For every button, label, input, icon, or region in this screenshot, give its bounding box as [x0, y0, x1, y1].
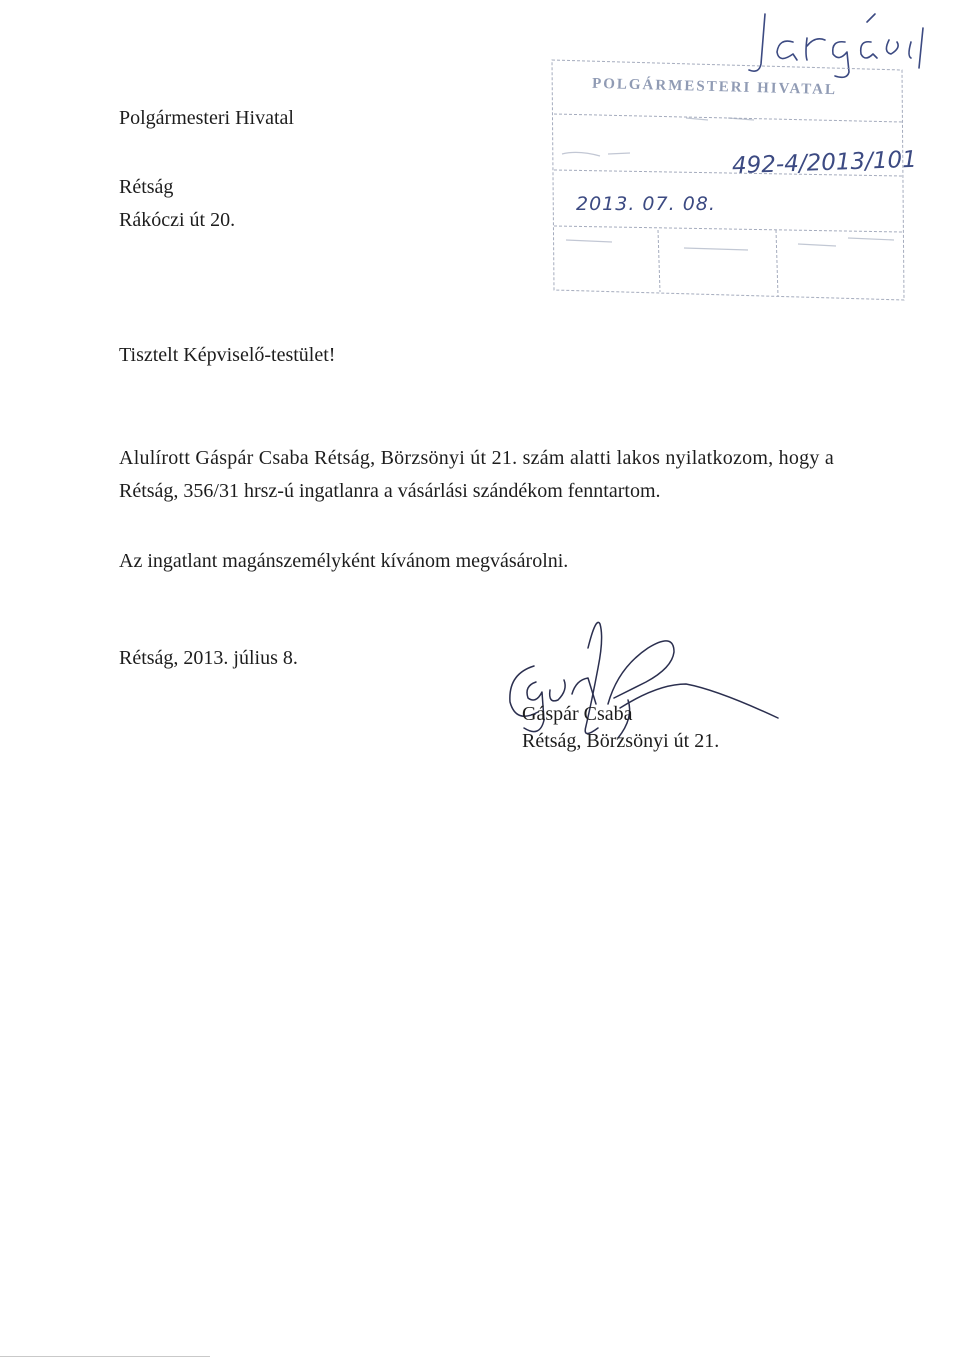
signer-name: Gáspár Csaba: [522, 703, 633, 725]
body-line-1: Alulírott Gáspár Csaba Rétság, Börzsönyi út 21. szám alatti lakos nyilatkozom, hogy a: [119, 447, 835, 469]
stamp-office-name: POLGÁRMESTERI HIVATAL: [591, 75, 838, 99]
stamp-received-date: 2013. 07. 08.: [576, 193, 716, 215]
signer-address: Rétság, Börzsönyi út 21.: [522, 730, 720, 752]
sender-office: Polgármesteri Hivatal: [119, 107, 294, 129]
bottom-scan-edge: [0, 1356, 210, 1357]
sender-town: Rétság: [119, 176, 174, 198]
stamp-filing-number: 492-4/2013/101: [731, 146, 918, 180]
dateline: Rétság, 2013. július 8.: [119, 647, 298, 669]
body-line-3: Az ingatlant magánszemélyként kívánom megvásárolni.: [119, 550, 569, 572]
body-line-2: Rétság, 356/31 hrsz-ú ingatlanra a vásárlási szándékom fenntartom.: [119, 480, 661, 502]
salutation: Tisztelt Képviselő-testület!: [119, 344, 336, 366]
sender-street: Rákóczi út 20.: [119, 209, 236, 231]
